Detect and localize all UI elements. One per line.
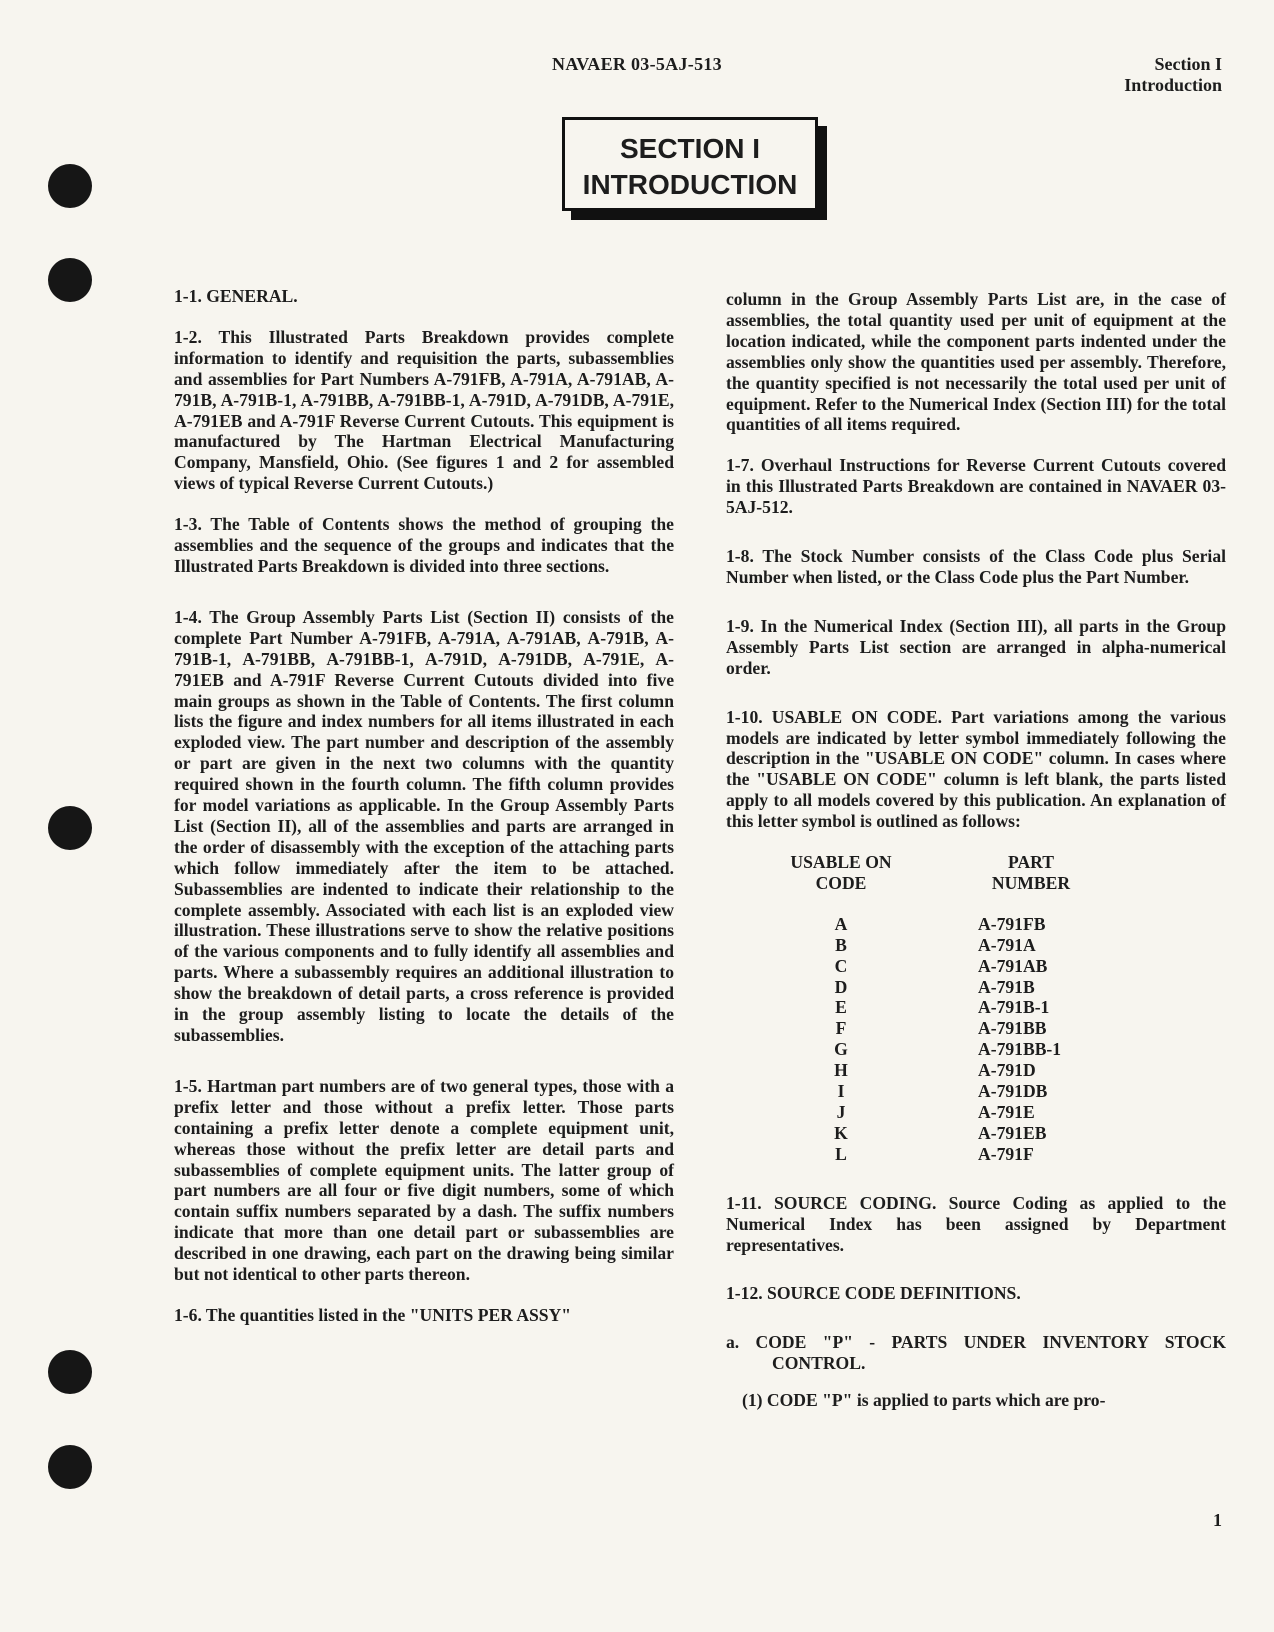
table-row bbox=[726, 935, 1226, 956]
part-number-cell: A-791B-1 bbox=[978, 997, 1050, 1018]
part-number-cell: A-791E bbox=[978, 1102, 1035, 1122]
document-number: NAVAER 03-5AJ-513 bbox=[552, 54, 722, 74]
table-row bbox=[726, 1144, 1226, 1165]
binder-hole-3 bbox=[48, 806, 92, 850]
table-row bbox=[726, 914, 1226, 935]
title-line-2: INTRODUCTION bbox=[582, 169, 798, 200]
para-1-1: 1-1. GENERAL. bbox=[174, 286, 298, 306]
code-cell: L bbox=[835, 1143, 847, 1164]
table-row bbox=[726, 1123, 1226, 1144]
section-title-label: Introduction bbox=[1124, 75, 1222, 95]
column-header-code-1: USABLE ON bbox=[790, 852, 892, 873]
part-number-cell: A-791BB-1 bbox=[978, 1039, 1062, 1060]
table-row bbox=[726, 997, 1226, 1018]
part-number-cell: A-791F bbox=[978, 1143, 1034, 1164]
right-column bbox=[726, 289, 1226, 1431]
part-number-cell: A-791A bbox=[978, 934, 1036, 955]
para-1-9: 1-9. In the Numerical Index (Section III), all parts in the Group Assembly Parts List section are arranged in alpha-numerical order. bbox=[726, 615, 1226, 678]
binder-hole-4 bbox=[48, 1350, 92, 1394]
title-line-1: SECTION I bbox=[619, 133, 760, 164]
para-a: a. CODE "P" - PARTS UNDER INVENTORY STOCK CONTROL. bbox=[726, 1332, 1226, 1374]
part-number-cell: A-791AB bbox=[978, 955, 1048, 976]
table-row bbox=[726, 1081, 1226, 1102]
binder-hole-2 bbox=[48, 258, 92, 302]
para-1-6: 1-6. The quantities listed in the "UNITS PER ASSY" bbox=[174, 1304, 572, 1325]
code-cell: I bbox=[837, 1081, 845, 1102]
code-cell: J bbox=[836, 1102, 846, 1122]
table-header-row-1 bbox=[726, 852, 1226, 873]
para-1-11: 1-11. SOURCE CODING. Source Coding as applied to the Numerical Index has been assigned by Department representatives. bbox=[726, 1192, 1226, 1255]
table-row bbox=[726, 1039, 1226, 1060]
table-header-row-2 bbox=[726, 873, 1226, 894]
para-1-10: 1-10. USABLE ON CODE. Part variations among the various models are indicated by letter symbol immediately following the description in the "USABLE ON CODE" column. In cases where the "USABLE ON CODE" column is left blank, the parts listed apply to all models covered by this publication. An explanation of this letter symbol is outlined as follows: bbox=[726, 706, 1226, 832]
section-header bbox=[1124, 54, 1222, 96]
code-cell: F bbox=[835, 1018, 847, 1039]
table-row bbox=[726, 1018, 1226, 1039]
code-cell: H bbox=[834, 1060, 848, 1081]
column-header-code-2: CODE bbox=[815, 872, 867, 893]
left-column bbox=[174, 286, 674, 1346]
code-cell: G bbox=[834, 1039, 848, 1060]
table-row bbox=[726, 956, 1226, 977]
code-cell: C bbox=[834, 955, 848, 976]
para-1-2: 1-2. This Illustrated Parts Breakdown provides complete information to identify and requisition the parts, subassemblies and assemblies for Part Numbers A-791FB, A-791A, A-791AB, A-791B, A-791B-1, A-791BB, A-791BB-1, A-791D, A-791DB, A-791E, A-791EB and A-791F Reverse Current Cutouts. This equipment is manufactured by The Hartman Electrical Manufacturing Company, Mansfield, Ohio. (See figures 1 and 2 for assembled views of typical Reverse Current Cutouts.) bbox=[174, 326, 674, 494]
page-number: 1 bbox=[1213, 1510, 1222, 1530]
part-number-cell: A-791BB bbox=[978, 1018, 1047, 1039]
section-title-box bbox=[562, 117, 818, 211]
part-number-cell: A-791FB bbox=[978, 913, 1046, 934]
code-cell: E bbox=[835, 997, 847, 1018]
code-cell: K bbox=[834, 1122, 848, 1143]
code-cell: D bbox=[834, 976, 848, 997]
table-row bbox=[726, 977, 1226, 998]
code-cell: A bbox=[834, 913, 848, 934]
table-row bbox=[726, 1060, 1226, 1081]
column-header-part-1: PART bbox=[1008, 852, 1054, 873]
para-1-7: 1-7. Overhaul Instructions for Reverse Current Cutouts covered in this Illustrated Parts Breakdown are contained in NAVAER 03-5AJ-512. bbox=[726, 455, 1226, 518]
para-1-12: 1-12. SOURCE CODE DEFINITIONS. bbox=[726, 1283, 1021, 1304]
binder-hole-5 bbox=[48, 1445, 92, 1489]
part-number-cell: A-791D bbox=[978, 1060, 1036, 1081]
binder-hole-1 bbox=[48, 164, 92, 208]
para-1-8: 1-8. The Stock Number consists of the Class Code plus Serial Number when listed, or the Class Code plus the Part Number. bbox=[726, 546, 1226, 587]
para-1-3: 1-3. The Table of Contents shows the method of grouping the assemblies and the sequence of the groups and indicates that the Illustrated Parts Breakdown is divided into three sections. bbox=[174, 514, 674, 576]
column-header-part-2: NUMBER bbox=[991, 872, 1071, 893]
table-body bbox=[726, 914, 1226, 1165]
code-cell: B bbox=[835, 934, 847, 955]
part-number-cell: A-791EB bbox=[978, 1122, 1047, 1143]
para-1-5: 1-5. Hartman part numbers are of two general types, those with a prefix letter and those without a prefix letter. Those parts containing a prefix letter denote a complete equipment unit, whereas those without the prefix letter are detail parts and subassemblies of complete equipment units. The latter group of part numbers are all four or five digit numbers, some of which contain suffix numbers separated by a dash. The suffix numbers indicate that more than one detail part or subassemblies are described in one drawing, each part on the drawing being similar but not identical to other parts thereon. bbox=[174, 1075, 674, 1285]
para-1-4: 1-4. The Group Assembly Parts List (Section II) consists of the complete Part Number A-791FB, A-791A, A-791AB, A-791B, A-791B-1, A-791BB, A-791BB-1, A-791D, A-791DB, A-791E, A-791EB and A-791F Reverse Current Cutouts divided into five main groups as shown in the Table of Contents. The first column lists the figure and index numbers for all items illustrated in each exploded view. The part number and description of the assembly or part are given in the next two columns with the quantity required shown in the fourth column. The fifth column provides for model variations as applicable. In the Group Assembly Parts List (Section II), all of the assemblies and parts are arranged in the order of disassembly with the exception of the attaching parts which follow immediately after the item to be attached. Subassemblies are indented to indicate their relationship to the complete assembly. Associated with each list is an exploded view illustration. These illustrations serve to show the relative positions of the various components and to fully identify all assemblies and parts. Where a subassembly requires an additional illustration to show the breakdown of detail parts, a cross reference is provided in the group assembly listing to locate the details of the subassemblies. bbox=[174, 606, 674, 1045]
para-1-6-cont: column in the Group Assembly Parts List are, in the case of assemblies, the total quantity used per unit of equipment at the location indicated, while the component parts indented under the assemblies only show the quantities used per assembly. Therefore, the quantity specified is not necessarily the total used per unit of equipment. Refer to the Numerical Index (Section III) for the total quantities of all items required. bbox=[726, 289, 1226, 435]
part-number-cell: A-791B bbox=[978, 976, 1035, 997]
table-row bbox=[726, 1102, 1226, 1123]
part-number-cell: A-791DB bbox=[978, 1081, 1048, 1102]
para-a-1: (1) CODE "P" is applied to parts which are pro- bbox=[742, 1390, 1106, 1411]
section-label: Section I bbox=[1154, 54, 1222, 74]
usable-on-code-table bbox=[726, 852, 1226, 1165]
